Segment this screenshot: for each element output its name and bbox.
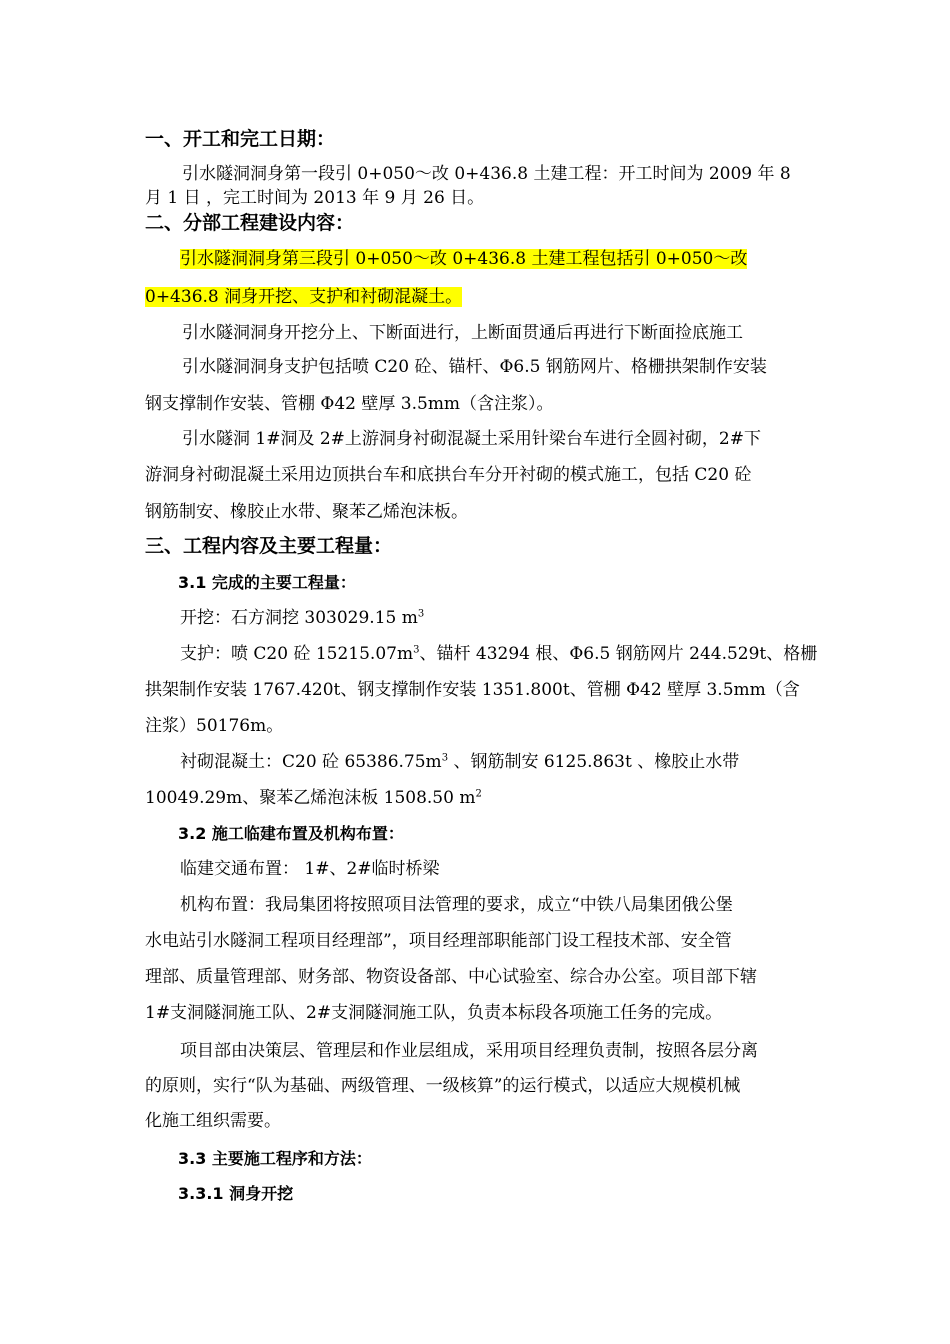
paragraph-line: 1#支洞隧洞施工队、2#支洞隧洞施工队，负责本标段各项施工任务的完成。 xyxy=(145,1003,723,1023)
support-line xyxy=(180,643,817,665)
paragraph-line: 引水隧洞洞身开挖分上、下断面进行，上断面贯通后再进行下断面捡底施工 xyxy=(182,323,743,343)
paragraph-line: 月 1 日 ，完工时间为 2013 年 9 月 26 日。 xyxy=(145,188,485,208)
highlight-text: 0+436.8 洞身开挖、支护和衬砌混凝土。 xyxy=(145,287,463,307)
highlighted-line xyxy=(145,286,462,308)
paragraph-line: 的原则，实行“队为基础、两级管理、一级核算”的运行模式，以适应大规模机械 xyxy=(145,1076,741,1096)
highlighted-line xyxy=(180,248,747,270)
unit-superscript: 3 xyxy=(441,752,449,764)
support-text-b: 、锚杆 43294 根、Φ6.5 钢筋网片 244.529t、格栅 xyxy=(419,644,818,664)
unit-superscript: 3 xyxy=(417,608,425,620)
paragraph-line: 引水隧洞 1#洞及 2#上游洞身衬砌混凝土采用针梁台车进行全圆衬砌，2#下 xyxy=(182,429,761,449)
section-1-heading: 一、开工和完工日期： xyxy=(145,128,336,150)
paragraph-line: 游洞身衬砌混凝土采用边顶拱台车和底拱台车分开衬砌的模式施工，包括 C20 砼 xyxy=(145,465,752,485)
unit-superscript: 3 xyxy=(413,644,420,656)
paragraph-line: 钢筋制安、橡胶止水带、聚苯乙烯泡沫板。 xyxy=(145,502,468,522)
paragraph-line: 理部、质量管理部、财务部、物资设备部、中心试验室、综合办公室。项目部下辖 xyxy=(145,967,757,987)
paragraph-line: 化施工组织需要。 xyxy=(145,1111,281,1131)
lining-line xyxy=(180,751,739,773)
subsection-3-2-heading: 3.2 施工临建布置及机构布置： xyxy=(178,824,404,843)
subsection-3-3-1-heading: 3.3.1 洞身开挖 xyxy=(178,1184,294,1203)
section-2-heading: 二、分部工程建设内容： xyxy=(145,212,355,234)
support-text-a: 支护：喷 C20 砼 15215.07m xyxy=(180,644,414,664)
subsection-3-3-heading: 3.3 主要施工程序和方法： xyxy=(178,1149,372,1168)
paragraph-line: 注浆）50176m。 xyxy=(145,716,284,736)
unit-superscript: 2 xyxy=(475,788,482,800)
paragraph-line: 拱架制作安装 1767.420t、钢支撑制作安装 1351.800t、管棚 Φ42 壁厚 3.5mm（含 xyxy=(145,680,800,700)
paragraph-line: 引水隧洞洞身支护包括喷 C20 砼、锚杆、Φ6.5 钢筋网片、格栅拱架制作安装 xyxy=(182,357,767,377)
lining-text-a: 衬砌混凝土：C20 砼 65386.75m xyxy=(180,752,442,772)
paragraph-line: 钢支撑制作安装、管棚 Φ42 壁厚 3.5mm（含注浆）。 xyxy=(145,394,554,414)
lining-text-b: 、钢筋制安 6125.863t 、橡胶止水带 xyxy=(448,752,740,772)
highlight-text: 引水隧洞洞身第三段引 0+050～改 0+436.8 土建工程包括引 0+050～改 xyxy=(180,249,748,269)
excavation-line xyxy=(180,607,424,629)
paragraph-line: 项目部由决策层、管理层和作业层组成，采用项目经理负责制，按照各层分离 xyxy=(180,1041,758,1061)
paragraph-line: 引水隧洞洞身第一段引 0+050～改 0+436.8 土建工程：开工时间为 2009 年 8 xyxy=(182,164,791,184)
excavation-text: 开挖：石方洞挖 303029.15 m xyxy=(180,608,418,628)
paragraph-line: 临建交通布置： 1#、2#临时桥梁 xyxy=(180,859,440,879)
paragraph-line: 机构布置：我局集团将按照项目法管理的要求，成立“中铁八局集团俄公堡 xyxy=(180,895,733,915)
section-3-heading: 三、工程内容及主要工程量： xyxy=(145,535,393,557)
paragraph-line: 水电站引水隧洞工程项目经理部”，项目经理部职能部门设工程技术部、安全管 xyxy=(145,931,732,951)
lining-text-c: 10049.29m、聚苯乙烯泡沫板 1508.50 m xyxy=(145,788,476,808)
lining-line-2 xyxy=(145,787,482,809)
subsection-3-1-heading: 3.1 完成的主要工程量： xyxy=(178,573,356,592)
